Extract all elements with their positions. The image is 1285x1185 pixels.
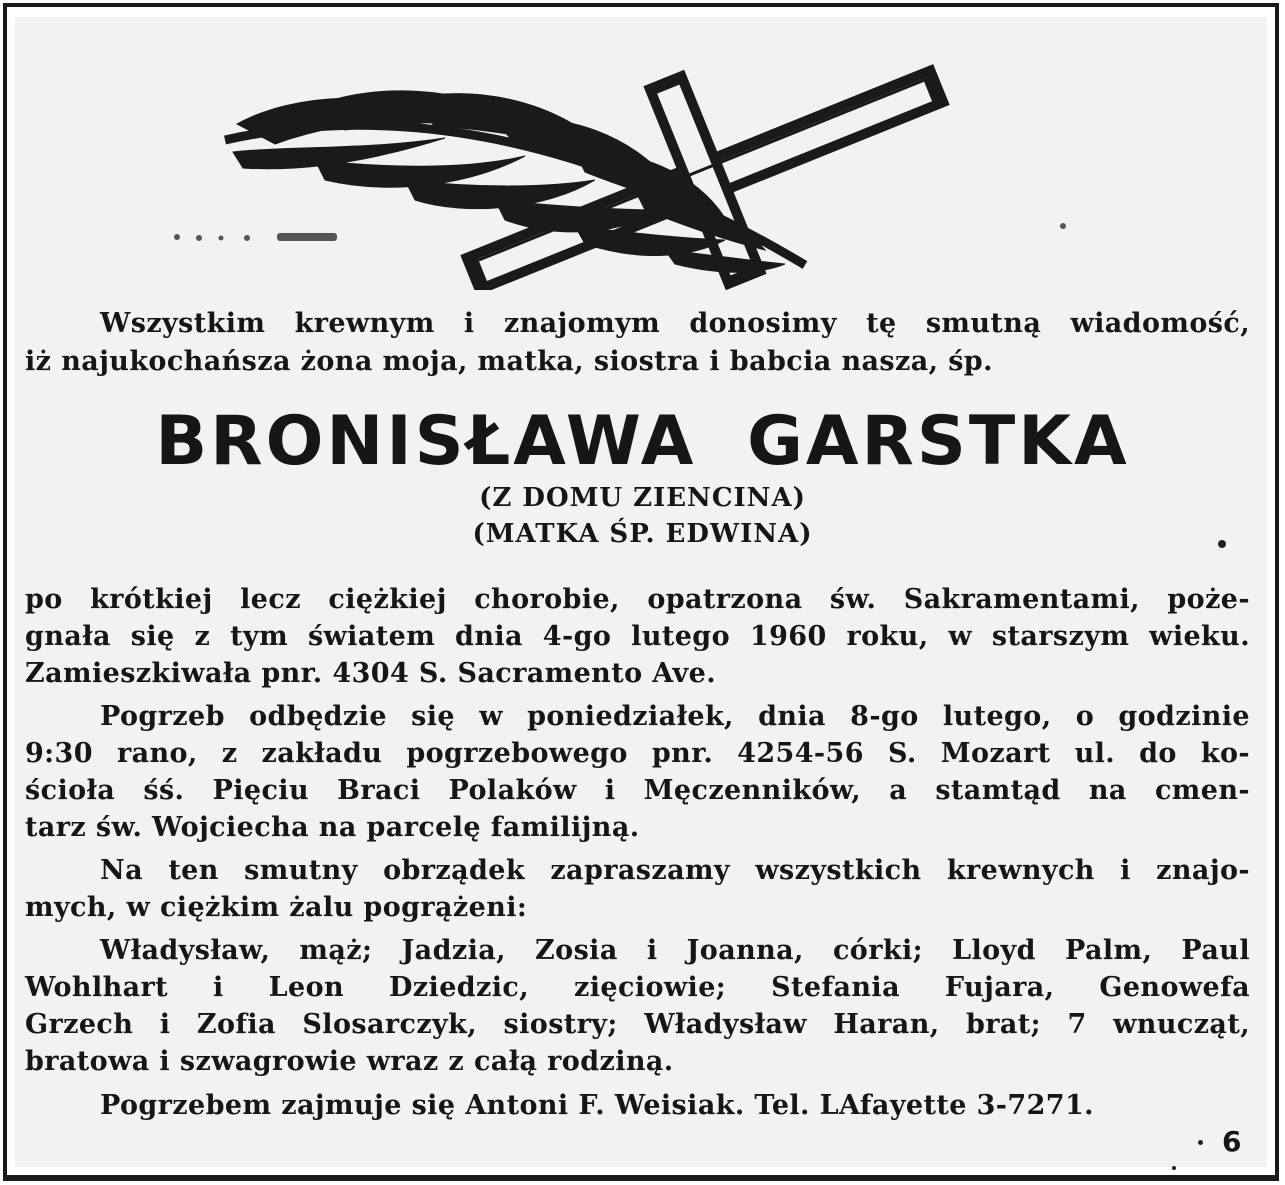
funeral-line-1: Pogrzeb odbędzie się w poniedziałek, dnia 8-go lutego, o godzinie <box>100 701 1250 732</box>
funeral-line-3: ścioła śś. Pięciu Braci Polaków i Męczenników, a stamtąd na cmen- <box>25 775 1250 806</box>
relation-note: (MATKA ŚP. EDWINA) <box>472 519 813 549</box>
deceased-name: BRONISŁAWA GARSTKA <box>155 402 1130 481</box>
death-line-3: Zamieszkiwała pnr. 4304 S. Sacramento Ave. <box>25 658 716 689</box>
page-number: 6 <box>1222 1125 1242 1158</box>
mourners-line-4: bratowa i szwagrowie wraz z całą rodziną. <box>25 1046 674 1077</box>
intro-line-1: Wszystkim krewnym i znajomym donosimy tę smutną wiadomość, <box>100 308 1250 339</box>
funeral-line-4: tarz św. Wojciecha na parcelę familijną. <box>25 812 640 843</box>
maiden-name: (Z DOMU ZIENCINA) <box>479 483 806 513</box>
death-line-1: po krótkiej lecz ciężkiej chorobie, opatrzona św. Sakramentami, poże- <box>25 584 1250 615</box>
death-line-2: gnała się z tym światem dnia 4-go lutego 1960 roku, w starszym wieku. <box>25 621 1250 652</box>
invitation-line-2: mych, w ciężkim żalu pogrążeni: <box>25 892 528 923</box>
intro-line-2: iż najukochańsza żona moja, matka, siostra i babcia nasza, śp. <box>25 346 993 377</box>
mourners-line-2: Wohlhart i Leon Dziedzic, zięciowie; Stefania Fujara, Genowefa <box>25 972 1250 1003</box>
mourners-line-3: Grzech i Zofia Slosarczyk, siostry; Władysław Haran, brat; 7 wnucząt, <box>25 1009 1250 1040</box>
ink-speck <box>1218 540 1226 548</box>
funeral-home-line: Pogrzebem zajmuje się Antoni F. Weisiak. Tel. LAfayette 3-7271. <box>100 1090 1094 1121</box>
palm-frond-and-cross-icon <box>165 60 1075 290</box>
ink-speck <box>1198 1140 1203 1145</box>
invitation-line-1: Na ten smutny obrządek zapraszamy wszystkich krewnych i znajo- <box>100 855 1250 886</box>
ink-speck <box>1172 1166 1176 1170</box>
mourners-line-1: Władysław, mąż; Jadzia, Zosia i Joanna, córki; Lloyd Palm, Paul <box>100 935 1250 966</box>
funeral-line-2: 9:30 rano, z zakładu pogrzebowego pnr. 4254-56 S. Mozart ul. do ko- <box>25 738 1250 769</box>
